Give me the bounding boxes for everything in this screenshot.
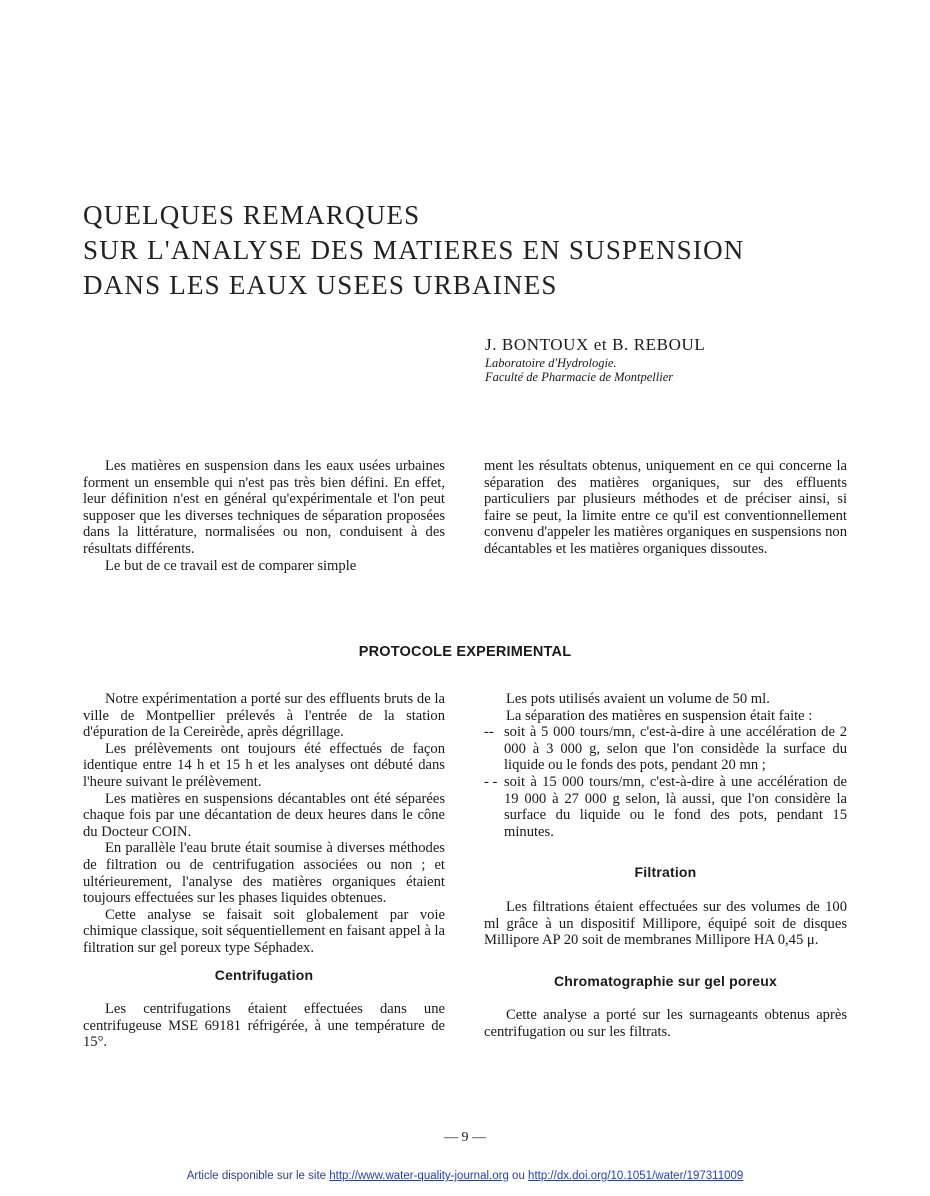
subheading-chromatographie: Chromatographie sur gel poreux: [553, 972, 778, 989]
body-paragraph: Les prélèvements ont toujours été effectués de façon identique entre 14 h et 15 h et les analyses ont débuté dans l'heure suivant le prélèvement.: [83, 740, 445, 790]
title-line-1: QUELQUES REMARQUES: [83, 200, 421, 230]
author-block: [485, 334, 905, 384]
body-paragraph: La séparation des matières en suspension était faite :: [506, 707, 813, 724]
intro-paragraph: Le but de ce travail est de comparer simple: [105, 557, 357, 574]
dash-list-item: [484, 724, 847, 774]
title-line-3: DANS LES EAUX USEES URBAINES: [83, 270, 558, 300]
title-line-2: SUR L'ANALYSE DES MATIERES EN SUSPENSION: [83, 235, 745, 265]
author-names: J. BONTOUX et B. REBOUL: [485, 335, 706, 354]
section-heading-protocole: PROTOCOLE EXPERIMENTAL: [358, 644, 572, 660]
intro-paragraph: Les matières en suspension dans les eaux usées urbaines forment un ensemble qui n'est pas très bien défini. En effet, leur définition n'est en général qu'expérimentale et l'on peut supposer que les diverses techniques de séparation proposées dans la littérature, normalisées ou non, conduisent à des résultats différents.: [83, 458, 445, 557]
body-paragraph: Les centrifugations étaient effectuées dans une centrifugeuse MSE 69181 réfrigérée, à une température de 15°.: [83, 1001, 445, 1051]
body-paragraph: Les matières en suspensions décantables ont été séparées chaque fois par une décantation de deux heures dans le cône du Docteur COIN.: [83, 790, 445, 840]
dash-item-text: soit à 5 000 tours/mn, c'est-à-dire à une accélération de 2 000 à 3 000 g, selon que l'on considède la surface du liquide ou le fonds des pots, pendant 20 mn ;: [504, 724, 847, 774]
subheading-filtration: Filtration: [634, 864, 697, 881]
footer-prefix: Article disponible sur le site: [186, 1170, 327, 1182]
affiliation-lab: Laboratoire d'Hydrologie.: [485, 356, 617, 370]
body-paragraph: En parallèle l'eau brute était soumise à diverses méthodes de filtration ou de centrifugation associées ou non ; et ultérieurement, l'analyse des matières organiques étaient toujours effectuées sur les phases liquides obtenues.: [83, 840, 445, 907]
body-paragraph: Les filtrations étaient effectuées sur des volumes de 100 ml grâce à un dispositif Millipore, équipé soit de disques Millipore AP 20 soit de membranes Millipore HA 0,45 μ.: [484, 898, 847, 949]
body-paragraph: Les pots utilisés avaient un volume de 50 ml.: [506, 691, 770, 707]
dash-marker: --: [484, 724, 494, 741]
affiliation-faculty: Faculté de Pharmacie de Montpellier: [485, 370, 674, 384]
article-title: [83, 198, 803, 303]
protocole-left-column: [83, 691, 445, 1051]
intro-paragraph-continued: ment les résultats obtenus, uniquement en ce qui concerne la séparation des matières organiques, sur des effluents particuliers par plusieurs méthodes et de préciser ainsi, si faire se peut, la limite entre ce qu'il est conventionnellement convenu d'appeler les matières organiques en suspensions non décantables et les matières organiques dissoutes.: [484, 458, 847, 557]
intro-right-column: [484, 458, 847, 558]
dash-list-item: [484, 774, 847, 840]
body-paragraph: Notre expérimentation a porté sur des effluents bruts de la ville de Montpellier prélevés à l'entrée de la station d'épuration de la Cereirède, après dégrillage.: [83, 691, 445, 741]
dash-item-text: soit à 15 000 tours/mn, c'est-à-dire à une accélération de 19 000 à 27 000 g selon, là aussi, que l'on considère la surface du liquide ou le fond des pots, pendant 15 minutes.: [504, 773, 847, 840]
page-number: — 9 —: [444, 1130, 486, 1145]
footer-source: [0, 1170, 930, 1182]
body-paragraph: Cette analyse se faisait soit globalement par voie chimique classique, soit séquentiellement en faisant appel à la filtration sur gel poreux type Séphadex.: [83, 906, 445, 956]
subheading-centrifugation: Centrifugation: [214, 966, 314, 983]
journal-link[interactable]: http://www.water-quality-journal.org: [329, 1170, 509, 1182]
footer-middle: ou: [512, 1170, 525, 1182]
body-paragraph: Cette analyse a porté sur les surnageants obtenus après centrifugation ou sur les filtrats.: [484, 1007, 847, 1040]
doi-link[interactable]: http://dx.doi.org/10.1051/water/197311009: [528, 1170, 744, 1182]
dash-marker: - -: [484, 773, 498, 790]
intro-left-column: [83, 458, 445, 574]
protocole-right-column: [484, 691, 847, 1041]
